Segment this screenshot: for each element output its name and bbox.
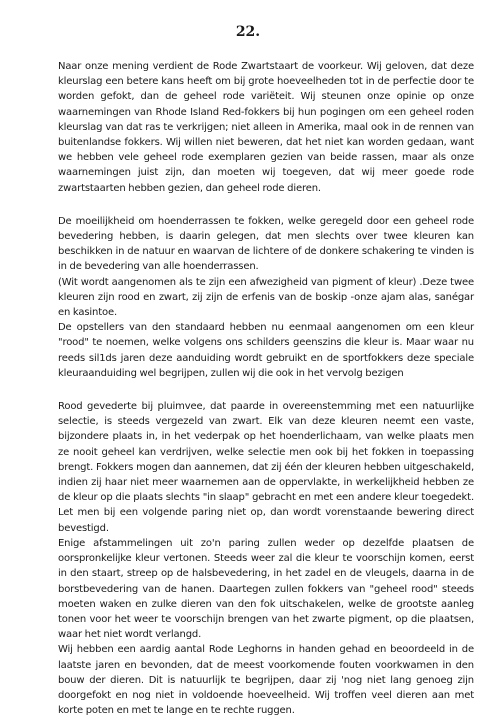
paragraph-gap [58, 381, 474, 399]
paragraph: Naar onze mening verdient de Rode Zwartstaart de voorkeur. Wij geloven, dat deze kleurslag een betere kans heeft om bij grote hoeveelheden tot in de perfectie door te worden gefokt, dan de geheel rode variëteit. Wij steunen onze opinie op onze waarnemingen van Rhode Island Red-fokkers bij hun pogingen om een geheel roden kleurslag van dat ras te verkrijgen; niet alleen in Amerika, maal ook in de rennen van buitenlandse fokkers. Wij willen niet beweren, dat het niet kan worden gedaan, want we hebben vele geheel rode exemplaren gezien van beide rassen, maar als onze waarnemingen juist zijn, dan moeten wij toegeven, dat wij meer goede rode zwartstaarten hebben gezien, dan geheel rode dieren. [58, 61, 474, 194]
paragraph: Wij hebben een aardig aantal Rode Leghorns in handen gehad en beoordeeld in de laatste jaren en bevonden, dat de meest voorkomende fouten voorkwamen in den bouw der dieren. Dit is natuurlijk te begrijpen, daar zij 'nog niet lang genoeg zijn doorgefokt en nog niet in voldoende hoeveelheid. Wij troffen veel dieren aan met korte poten en met te lange en te rechte ruggen. [58, 644, 474, 717]
paragraph-gap [58, 196, 474, 214]
page-number: 22. [235, 24, 261, 40]
paragraph: Enige afstammelingen uit zo'n paring zullen weder op dezelfde plaatsen de oorspronkelijke kleur vertonen. Steeds weer zal die kleur te voorschijn komen, eerst in den staart, streep op de halsbevedering, in het zadel en de vleugels, daarna in de borstbevedering van de hanen. Daartegen zullen fokkers van "geheel rood" steeds moeten waken en zulke dieren van den fok uitschakelen, welke de grootste aanleg tonen voor het weer te voorschijn brengen van het zwarte pigment, op die plaatsen, waar het niet wordt verlangd. [58, 537, 474, 641]
paragraph: De opstellers van den standaard hebben nu eenmaal aangenomen om een kleur "rood" te noemen, welke volgens ons schilders geenszins die kleur is. Maar waar nu reeds sil1ds jaren deze aanduiding wordt gebruikt en de sportfokkers deze speciale kleuraanduiding wel begrijpen, zullen wij die ook in het vervolg bezigen [58, 322, 474, 379]
paragraph: Rood gevederte bij pluimvee, dat paarde in overeenstemming met een natuurlijke selectie, is steeds vergezeld van zwart. Elk van deze kleuren neemt een vaste, bijzondere plaats in, in het vederpak op het hoenderlichaam, van welke plaats men ze nooit geheel kan verdrijven, welke selectie men ook bij het fokken in toepassing brengt. Fokkers mogen dan aannemen, dat zij één der kleuren hebben uitgeschakeld, indien zij haar niet meer waarnemen aan de oppervlakte, in werkelijkheid hebben ze de kleur op die plaats slechts "in slaap" gebracht en met een andere kleur toegedekt. Let men bij een volgende paring niet op, dan wordt vorenstaande bewering direct bevestigd. [58, 401, 474, 534]
page-content [58, 59, 474, 718]
paragraph: De moeilijkheid om hoenderrassen te fokken, welke geregeld door een geheel rode bevedering hebben, is daarin gelegen, dat men slechts over twee kleuren kan beschikken in de natuur en waarvan de lichtere of de donkere schakering te vinden is in de bevedering van alle hoenderrassen. [58, 215, 474, 273]
paragraph: (Wit wordt aangenomen als te zijn een afwezigheid van pigment of kleur) .Deze twee kleuren zijn rood en zwart, zij zijn de erfenis van de boskip -onze ajam alas, sanégar en kasintoe. [58, 276, 474, 319]
